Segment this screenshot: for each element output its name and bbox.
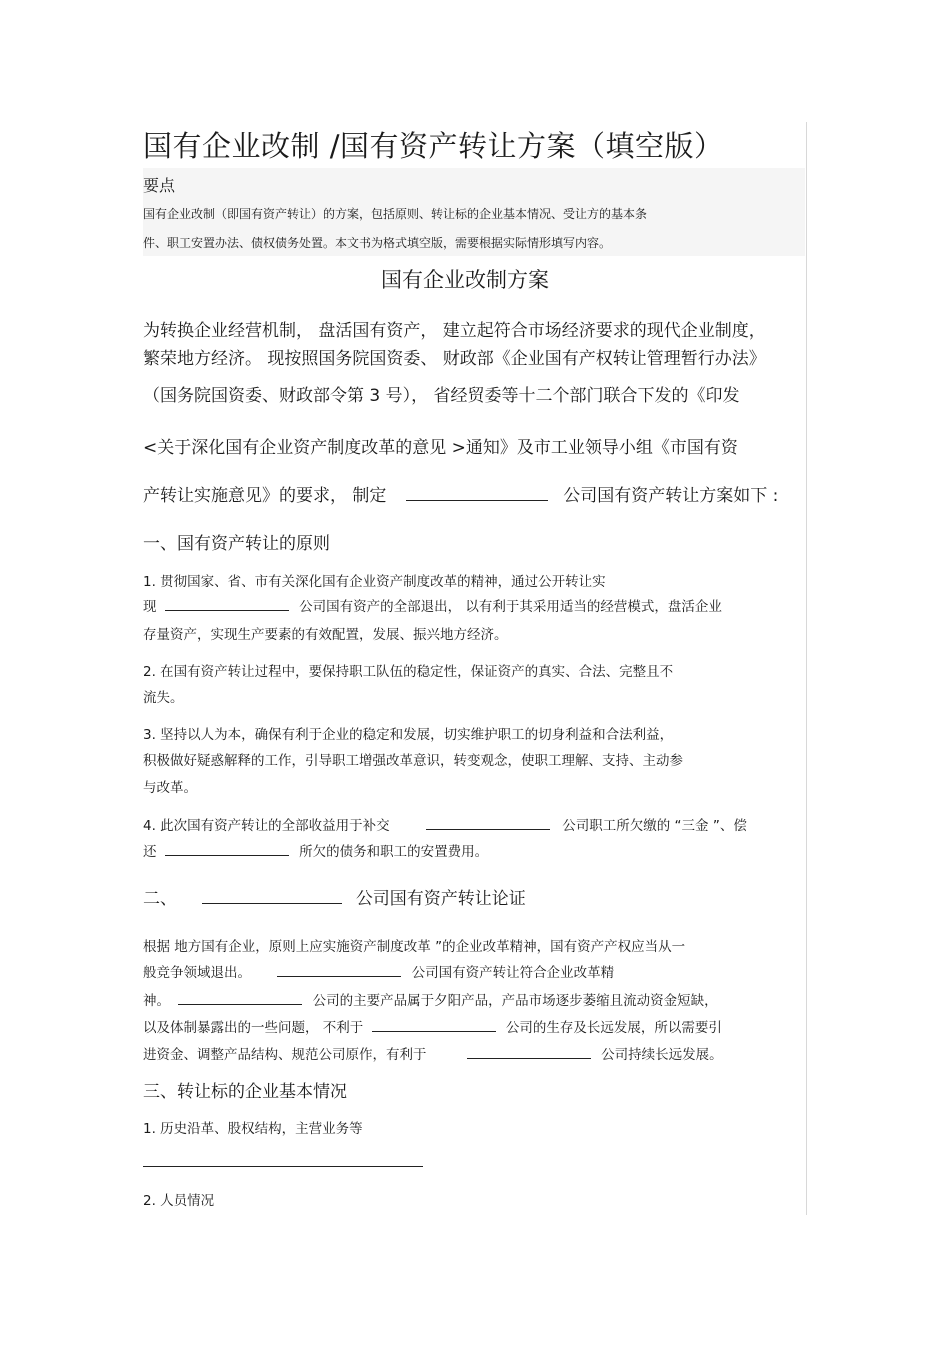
paragraph-text: 公司的主要产品属于夕阳产品，产品市场逐步萎缩且流动资金短缺， [312, 993, 718, 1009]
paragraph-line: 3. 坚持以人为本，确保有利于企业的稳定和发展，切实维护职工的切身利益和合法利益， [143, 727, 674, 743]
paragraph-line [143, 961, 614, 981]
summary-label: 要点 [143, 176, 176, 195]
intro-line: <关于深化国有企业资产制度改革的意见 >通知》及市工业领导小组《市国有资 [143, 438, 738, 458]
summary-line: 件、职工安置办法、债权债务处置。本文书为格式填空版，需要根据实际情形填写内容。 [143, 236, 612, 250]
paragraph-line [143, 989, 718, 1009]
paragraph-line: 流失。 [143, 690, 184, 706]
intro-line: （国务院国资委、财政部令第 3 号）， 省经贸委等十二个部门联合下发的《印发 [143, 386, 740, 406]
paragraph-line: 存量资产，实现生产要素的有效配置，发展、振兴地方经济。 [143, 627, 508, 643]
intro-line [143, 481, 778, 506]
paragraph-text: 公司国有资产转让符合企业改革精 [411, 965, 615, 981]
paragraph-line [143, 1016, 722, 1036]
fill-blank[interactable] [426, 816, 550, 831]
section-heading-3: 三、转让标的企业基本情况 [143, 1082, 347, 1102]
heading-text: 公司国有资产转让论证 [355, 889, 526, 909]
paragraph-text: 以及体制暴露出的一些问题， 不利于 [143, 1020, 364, 1036]
heading-text: 二、 [143, 889, 177, 909]
paragraph-line: 2. 人员情况 [143, 1193, 215, 1209]
paragraph-text: 公司持续长远发展。 [601, 1047, 723, 1063]
intro-line: 为转换企业经营机制， 盘活国有资产， 建立起符合市场经济要求的现代企业制度， [143, 321, 766, 341]
fill-blank[interactable] [165, 597, 289, 612]
paragraph-text: 进资金、调整产品结构、规范公司原作，有利于 [143, 1047, 427, 1063]
paragraph-text: 公司的生存及长远发展，所以需要引 [505, 1020, 722, 1036]
intro-line: 繁荣地方经济。 现按照国务院国资委、 财政部《企业国有产权转让管理暂行办法》 [143, 349, 766, 369]
fill-blank[interactable] [165, 842, 289, 857]
paragraph-line: 1. 贯彻国家、省、市有关深化国有企业资产制度改革的精神，通过公开转让实 [143, 574, 606, 590]
paragraph-line: 1. 历史沿革、股权结构，主营业务等 [143, 1121, 363, 1137]
paragraph-text: 现 [143, 599, 157, 615]
paragraph-line: 积极做好疑惑解释的工作，引导职工增强改革意识，转变观念，使职工理解、支持、主动参 [143, 753, 683, 769]
paragraph-text: 公司国有资产的全部退出， 以有利于其采用适当的经营模式，盘活企业 [299, 599, 722, 615]
paragraph-text: 公司职工所欠缴的 “三金 ”、偿 [562, 818, 747, 834]
paragraph-line [143, 1043, 723, 1063]
paragraph-text: 神。 [143, 993, 170, 1009]
paragraph-text: 所欠的债务和职工的安置费用。 [299, 844, 489, 860]
paragraph-text: 还 [143, 844, 157, 860]
fill-blank[interactable] [202, 886, 342, 904]
intro-text: 产转让实施意见》的要求， 制定 [143, 486, 387, 506]
paragraph-line: 与改革。 [143, 780, 197, 796]
summary-line: 国有企业改制（即国有资产转让）的方案，包括原则、转让标的企业基本情况、受让方的基本条 [143, 207, 648, 221]
paragraph-text: 4. 此次国有资产转让的全部收益用于补交 [143, 818, 390, 834]
paragraph-line [143, 814, 747, 834]
page-title: 国有企业改制 /国有资产转让方案（填空版） [143, 129, 724, 163]
section-heading-2 [143, 884, 526, 909]
fill-blank[interactable] [406, 483, 548, 501]
fill-blank-line[interactable] [143, 1166, 423, 1167]
fill-blank[interactable] [178, 991, 302, 1006]
section-heading-1: 一、国有资产转让的原则 [143, 534, 330, 554]
paragraph-line: 根据 地方国有企业，原则上应实施资产制度改革 ”的企业改革精神，国有资产产权应当从一 [143, 939, 686, 955]
paragraph-line [143, 840, 488, 860]
intro-text: 公司国有资产转让方案如下 : [563, 486, 779, 506]
document-subtitle: 国有企业改制方案 [381, 268, 549, 292]
paragraph-text: 般竞争领域退出。 [143, 965, 251, 981]
paragraph-line: 2. 在国有资产转让过程中，要保持职工队伍的稳定性，保证资产的真实、合法、完整且不 [143, 664, 674, 680]
fill-blank[interactable] [277, 963, 401, 978]
fill-blank[interactable] [372, 1018, 496, 1033]
fill-blank[interactable] [467, 1045, 591, 1060]
paragraph-line [143, 595, 722, 615]
